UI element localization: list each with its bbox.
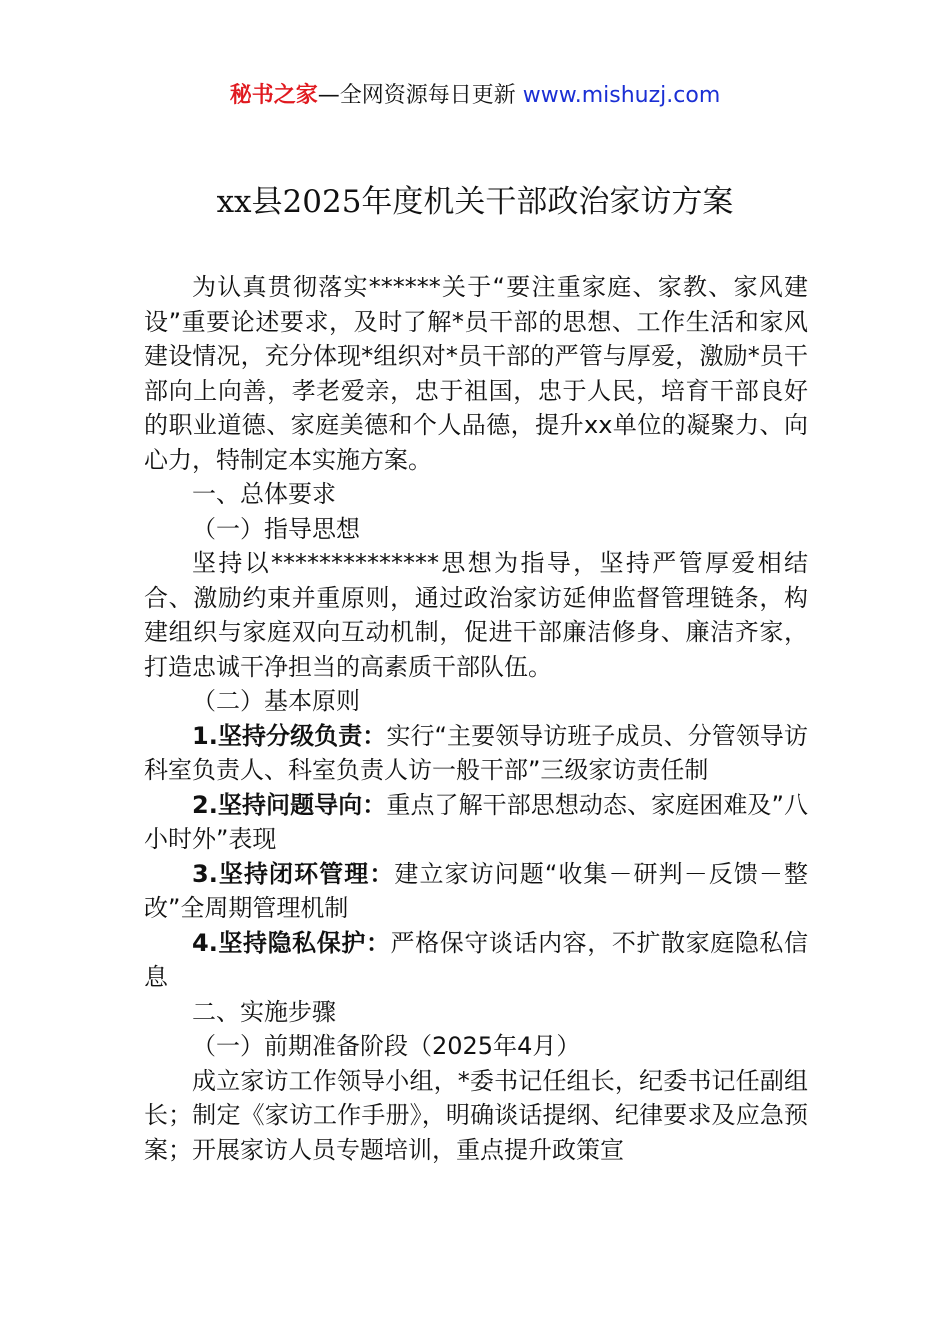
- principle-1-text: 实行“主要领导访班子成员、分管领导访科室负责人、科室负责人访一般干部”三级家访责任制: [144, 721, 808, 784]
- site-tagline: —全网资源每日更新: [317, 83, 523, 108]
- principle-4-label: 4.坚持隐私保护：: [192, 928, 391, 957]
- site-brand: 秘书之家: [229, 83, 318, 108]
- principle-4-text: 严格保守谈话内容，不扩散家庭隐私信息: [144, 928, 808, 991]
- principle-item-3: [144, 857, 808, 926]
- preparation-paragraph: 成立家访工作领导小组，*委书记任组长，纪委书记任副组长；制定《家访工作手册》，明确谈话提纲、纪律要求及应急预案；开展家访人员专题培训，重点提升政策宣: [144, 1066, 808, 1164]
- subheading-basic-principles: （二）基本原则: [192, 687, 360, 715]
- section-heading-general-requirements: 一、总体要求: [192, 480, 336, 508]
- principle-1-label: 1.坚持分级负责：: [192, 721, 387, 750]
- subheading-guiding-thought: （一）指导思想: [192, 514, 360, 543]
- intro-paragraph: 为认真贯彻落实******关于“要注重家庭、家教、家风建设”重要论述要求，及时了解*员干部的思想、工作生活和家风建设情况，充分体现*组织对*员干部的严管与厚爱，激励*员干部向上向善，孝老爱亲，忠于祖国，忠于人民，培育干部良好的职业道德、家庭美德和个人品德，提升xx单位的凝聚力、向心力，特制定本实施方案。: [144, 273, 808, 474]
- document-title: xx县2025年度机关干部政治家访方案: [216, 184, 734, 220]
- principle-item-2: [144, 788, 808, 857]
- principle-item-4: [144, 926, 808, 995]
- document-body: [144, 270, 808, 1167]
- principle-2-label: 2.坚持问题导向：: [192, 790, 387, 819]
- principle-3-text: 建立家访问题“收集－研判－反馈－整改”全周期管理机制: [144, 859, 808, 922]
- guiding-thought-paragraph: 坚持以**************思想为指导，坚持严管厚爱相结合、激励约束并重原则，通过政治家访延伸监督管理链条，构建组织与家庭双向互动机制，促进干部廉洁修身、廉洁齐家，打造忠诚干净担当的高素质干部队伍。: [144, 549, 808, 681]
- section-heading-implementation-steps: 二、实施步骤: [192, 997, 336, 1026]
- site-url-link[interactable]: www.mishuzj.com: [522, 83, 721, 108]
- site-header: [0, 80, 950, 112]
- principle-item-1: [144, 719, 808, 788]
- subheading-preparation-stage: （一）前期准备阶段（2025年4月）: [192, 1032, 581, 1060]
- principle-3-label: 3.坚持闭环管理：: [192, 859, 395, 888]
- principle-2-text: 重点了解干部思想动态、家庭困难及”八小时外”表现: [144, 790, 808, 853]
